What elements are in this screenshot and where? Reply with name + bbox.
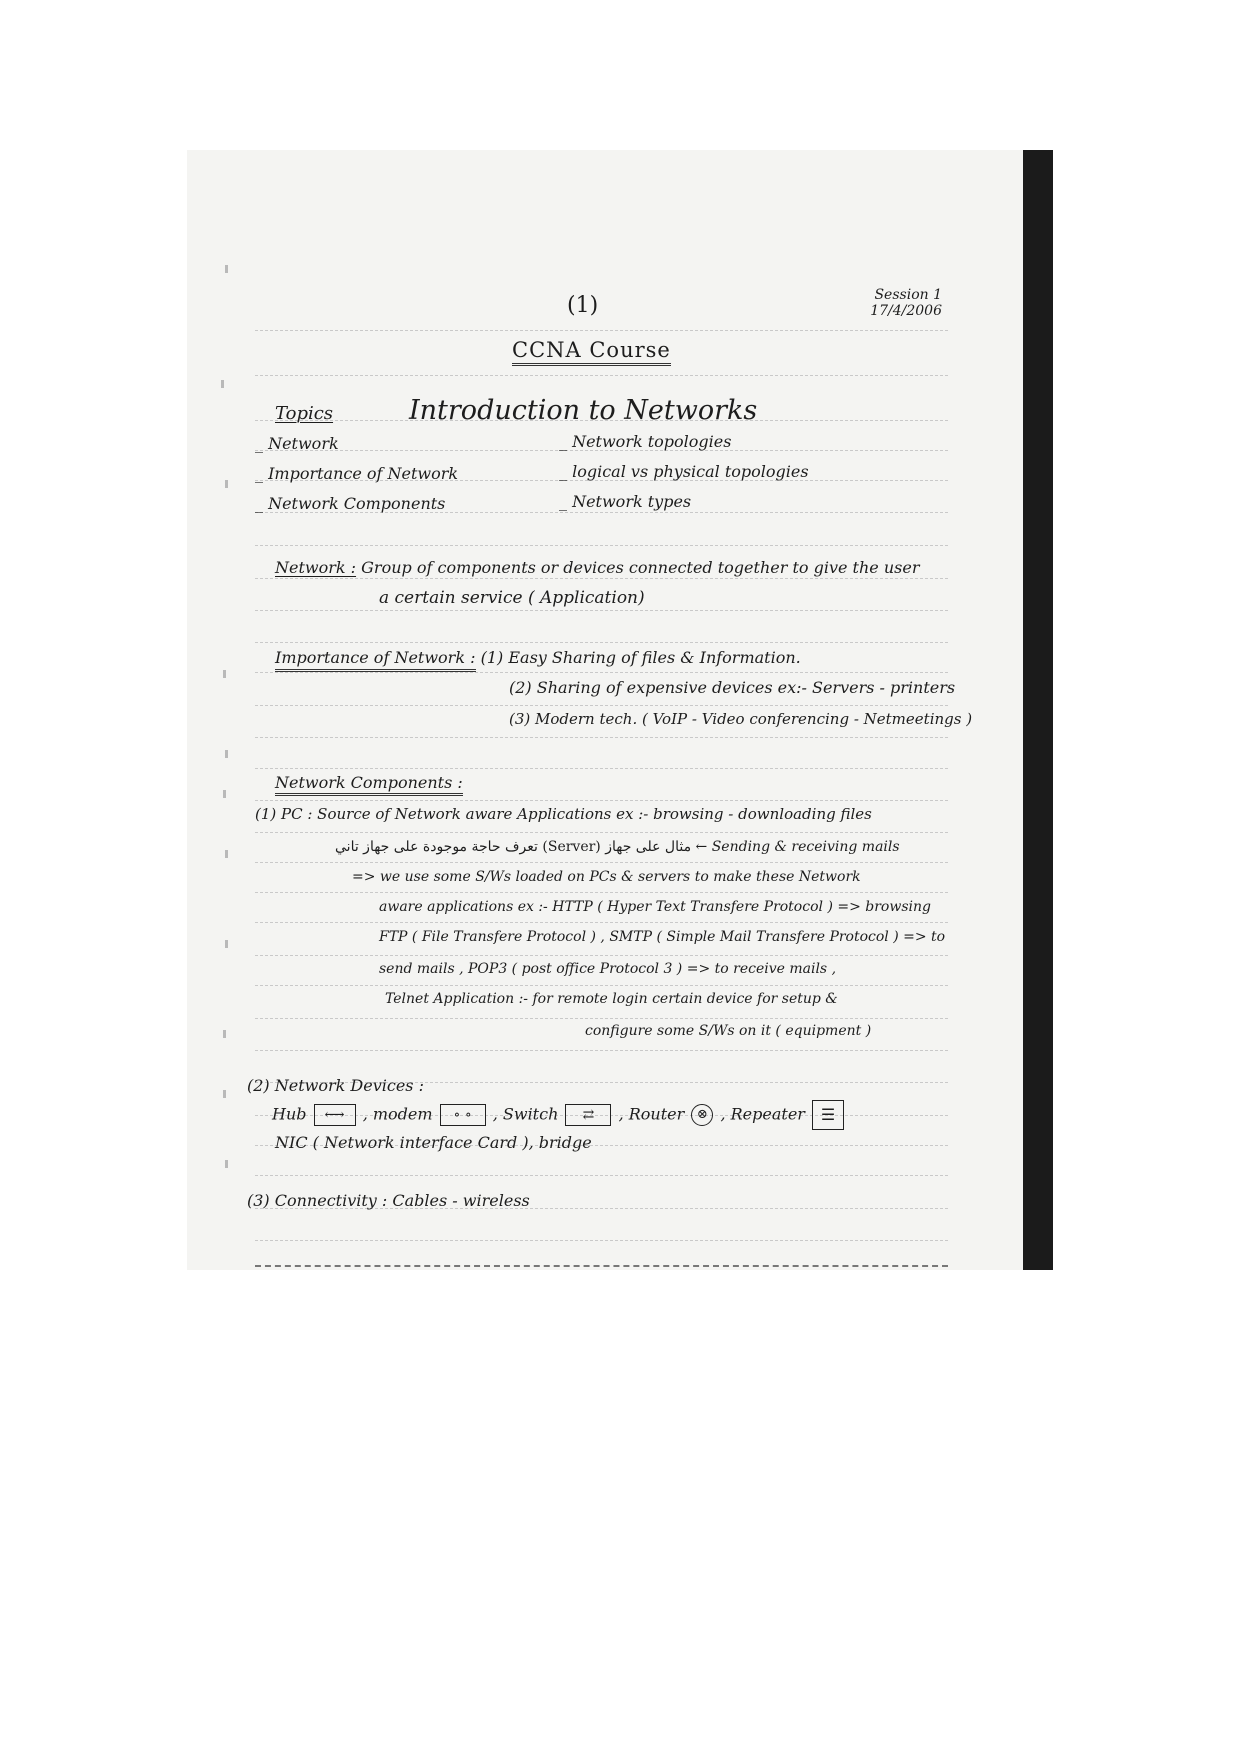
session-info	[842, 287, 942, 319]
pc-line-4: aware applications ex :- HTTP ( Hyper Text Transfere Protocol ) => browsing	[379, 899, 931, 915]
router-icon: ⊗	[691, 1104, 713, 1126]
topic-item-right-1: _ Network topologies	[559, 432, 732, 451]
devices-row	[272, 1100, 846, 1130]
network-definition-text-1: Group of components or devices connected together to give the user	[361, 558, 920, 577]
hub-label: Hub	[272, 1104, 307, 1124]
page-number: (1)	[567, 293, 599, 318]
topics-label: Topics	[275, 403, 334, 424]
importance-item-2: (2) Sharing of expensive devices ex:- Servers - printers	[509, 678, 956, 697]
scanned-page	[187, 150, 1053, 1270]
topic-item-right-2: _ logical vs physical topologies	[559, 462, 809, 481]
connectivity-line: (3) Connectivity : Cables - wireless	[247, 1191, 530, 1210]
devices-line-2: NIC ( Network interface Card ), bridge	[275, 1133, 592, 1152]
pc-line-3: => we use some S/Ws loaded on PCs & servers to make these Network	[352, 869, 861, 885]
importance-item-3: (3) Modern tech. ( VoIP - Video conferencing - Netmeetings )	[509, 710, 973, 728]
router-label: , Router	[618, 1104, 685, 1124]
pc-line-5: FTP ( File Transfere Protocol ) , SMTP ( Simple Mail Transfere Protocol ) => to	[379, 929, 946, 945]
devices-heading: (2) Network Devices :	[247, 1076, 424, 1095]
pc-line-7: Telnet Application :- for remote login certain device for setup &	[385, 991, 838, 1007]
network-definition-line-1	[275, 560, 919, 576]
topic-item-right-3: _ Network types	[559, 492, 692, 511]
scan-edge-shadow	[1023, 150, 1053, 1270]
course-title: CCNA Course	[512, 340, 671, 366]
importance-term: Importance of Network :	[275, 648, 476, 672]
switch-label: , Switch	[492, 1104, 559, 1124]
pc-arabic-note: تعرف حاجة موجودة على جهاز تاني (Server) مثال على جهاز	[335, 839, 692, 855]
modem-icon: ∘ ∘	[440, 1104, 486, 1126]
hub-icon: ⟷	[314, 1104, 356, 1126]
session-label: Session 1	[874, 287, 942, 303]
pc-line-1: (1) PC : Source of Network aware Applications ex :- browsing - downloading files	[255, 805, 872, 823]
topics-main-title: Introduction to Networks	[409, 395, 758, 426]
pc-line-2: Sending & receiving mails	[711, 839, 900, 855]
pc-line-6: send mails , POP3 ( post office Protocol 3 ) => to receive mails ,	[379, 961, 837, 977]
switch-icon: ⇄	[565, 1104, 611, 1126]
session-date: 17/4/2006	[870, 303, 942, 320]
network-term: Network :	[275, 558, 357, 577]
pc-line-8: configure some S/Ws on it ( equipment )	[585, 1023, 872, 1039]
topic-item-left-1: _ Network	[255, 434, 339, 453]
importance-item-1: (1) Easy Sharing of files & Information.	[480, 648, 801, 667]
bottom-rule	[255, 1265, 948, 1270]
pc-note-arrow: ←	[695, 839, 708, 855]
importance-line-1	[275, 650, 801, 666]
topic-item-left-2: _ Importance of Network	[255, 464, 459, 483]
modem-label: , modem	[362, 1104, 433, 1124]
topic-item-left-3: _ Network Components	[255, 494, 446, 513]
repeater-icon: ☰	[812, 1100, 844, 1130]
pc-note-line	[335, 840, 900, 854]
network-definition-line-2: a certain service ( Application)	[379, 588, 645, 608]
repeater-label: , Repeater	[720, 1104, 805, 1124]
components-heading: Network Components :	[275, 775, 463, 796]
